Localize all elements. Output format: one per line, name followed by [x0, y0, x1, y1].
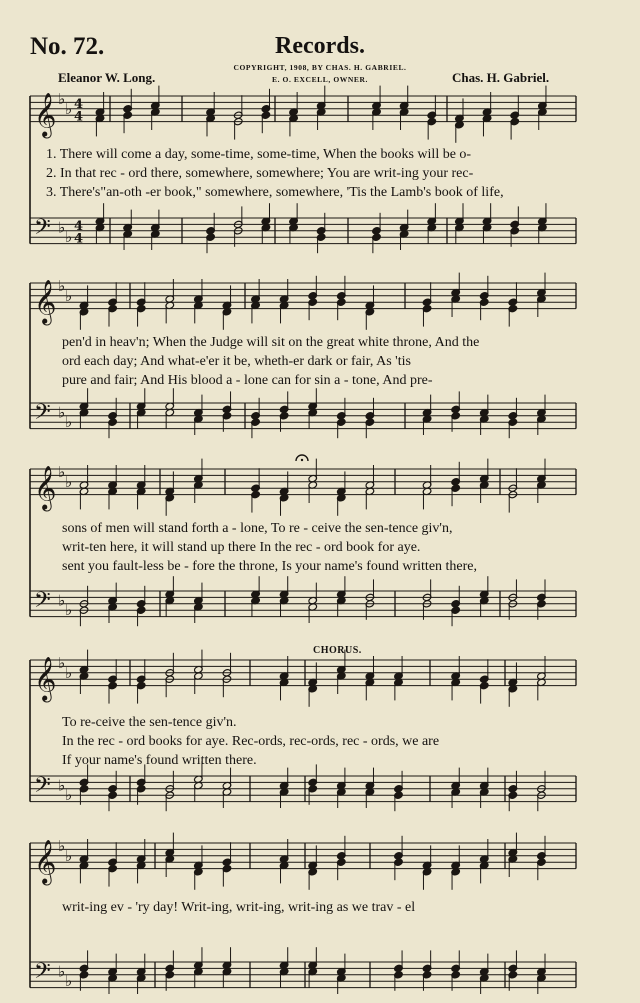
time-signature: 4: [74, 218, 84, 234]
bass-clef-icon: 𝄢: [34, 588, 51, 619]
time-signature: 4: [74, 109, 84, 125]
lyric-line: ord each day; And what-e'er it be, wheth-er dark or fair, As 'tis: [62, 354, 411, 369]
flat-icon: ♭: [58, 837, 66, 856]
lyric-line: writ-ing ev - 'ry day! Writ-ing, writ-ing, writ-ing as we trav - el: [62, 900, 416, 915]
lyric-line: 3. There's"an-oth -er book," somewhere, somewhere, 'Tis the Lamb's book of life,: [46, 185, 504, 200]
flat-icon: ♭: [65, 601, 73, 620]
bass-clef-icon: 𝄢: [34, 773, 51, 804]
time-signature: 4: [74, 231, 84, 247]
flat-icon: ♭: [65, 413, 73, 432]
flat-icon: ♭: [58, 591, 66, 610]
flat-icon: ♭: [58, 654, 66, 673]
hymn-number: No. 72.: [30, 33, 105, 60]
flat-icon: ♭: [65, 286, 73, 305]
poet-credit: Eleanor W. Long.: [58, 70, 156, 85]
lyric-line: sons of men will stand forth a - lone, To re - ceive the sen-tence giv'n,: [62, 521, 453, 536]
lyric-line: sent you fault-less be - fore the throne, Is your name's found written there,: [62, 559, 478, 574]
bass-clef-icon: 𝄢: [34, 400, 51, 431]
treble-clef-icon: 𝄞: [34, 279, 57, 324]
flat-icon: ♭: [58, 962, 66, 981]
treble-clef-icon: 𝄞: [34, 839, 57, 884]
bass-clef-icon: 𝄢: [34, 959, 51, 990]
time-signature: 4: [74, 96, 84, 112]
treble-clef-icon: 𝄞: [34, 92, 57, 137]
lyric-line: If your name's found written there.: [62, 753, 257, 768]
flat-icon: ♭: [65, 846, 73, 865]
lyric-line: writ-ten here, it will stand up there In the rec - ord book for aye.: [62, 540, 421, 555]
chorus-label: CHORUS.: [313, 645, 362, 656]
flat-icon: ♭: [58, 463, 66, 482]
flat-icon: ♭: [65, 472, 73, 491]
copyright-line-1: COPYRIGHT, 1908, BY CHAS. H. GABRIEL.: [233, 63, 407, 72]
hymn-title: Records.: [275, 33, 365, 59]
lyric-line: pen'd in heav'n; When the Judge will sit on the great white throne, And the: [62, 335, 480, 350]
copyright-line-2: E. O. EXCELL, OWNER.: [272, 75, 368, 84]
lyric-line: pure and fair; And His blood a - lone can for sin a - tone, And pre-: [62, 373, 433, 388]
fermata-dot: [301, 459, 303, 461]
flat-icon: ♭: [65, 786, 73, 805]
flat-icon: ♭: [65, 228, 73, 247]
treble-clef-icon: 𝄞: [34, 465, 57, 510]
composer-credit: Chas. H. Gabriel.: [452, 70, 550, 85]
treble-clef-icon: 𝄞: [34, 656, 57, 701]
flat-icon: ♭: [65, 99, 73, 118]
flat-icon: ♭: [58, 90, 66, 109]
flat-icon: ♭: [58, 277, 66, 296]
flat-icon: ♭: [58, 403, 66, 422]
flat-icon: ♭: [65, 663, 73, 682]
flat-icon: ♭: [58, 776, 66, 795]
lyric-line: In the rec - ord books for aye. Rec-ords, rec-ords, rec - ords, we are: [62, 734, 440, 749]
flat-icon: ♭: [65, 972, 73, 991]
flat-icon: ♭: [58, 218, 66, 237]
lyric-line: To re-ceive the sen-tence giv'n.: [62, 715, 237, 730]
lyric-line: 1. There will come a day, some-time, some-time, When the books will be o-: [46, 147, 472, 162]
bass-clef-icon: 𝄢: [34, 215, 51, 246]
lyric-line: 2. In that rec - ord there, somewhere, somewhere; You are writ-ing your rec-: [46, 166, 474, 181]
